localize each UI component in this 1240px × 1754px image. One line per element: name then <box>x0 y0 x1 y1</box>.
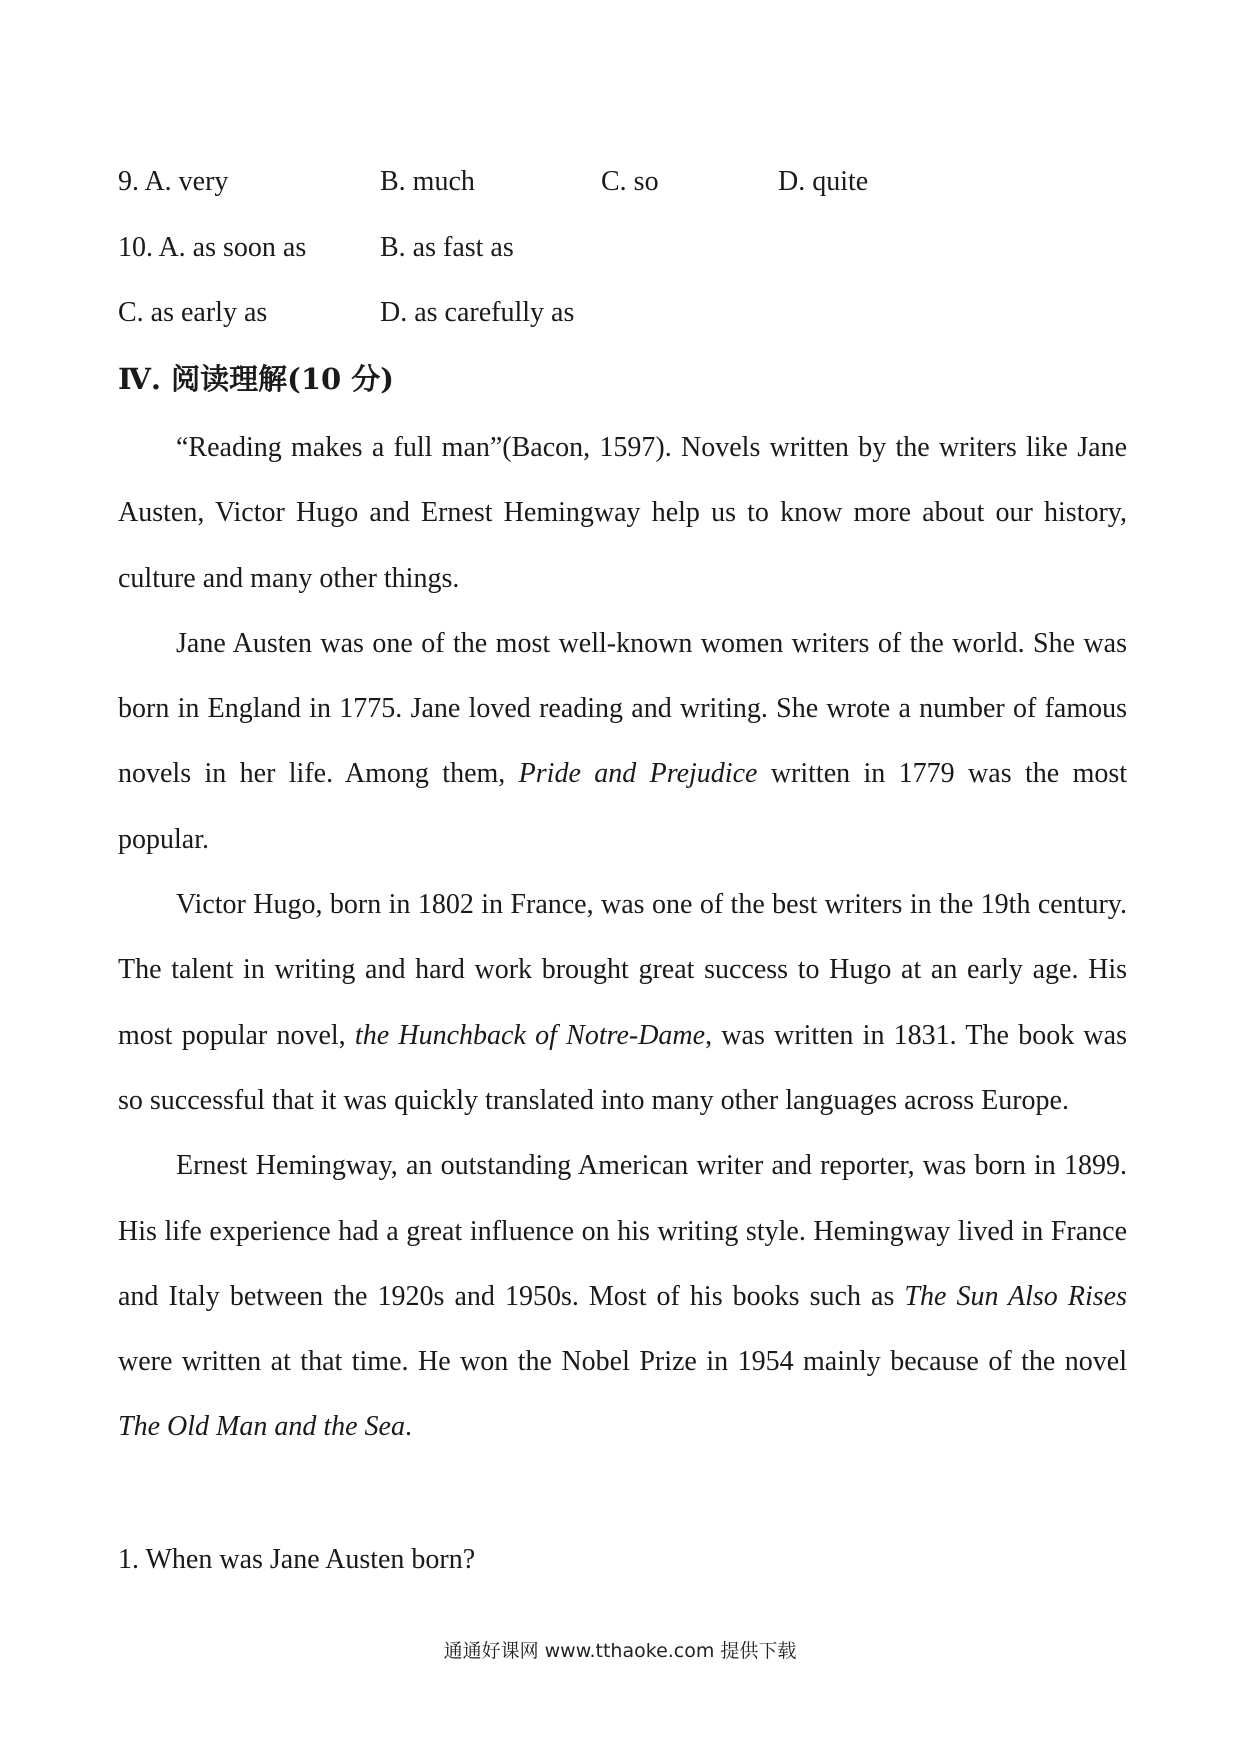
book-title-sun-also-rises: The Sun Also Rises <box>904 1280 1127 1312</box>
option-9b: B. much <box>380 166 475 197</box>
paragraph-2-text-a: Jane Austen was one of the most well-known women writers of the world. She was born in England in 1775. Jane loved reading and writing. She wrote a number of famous novels in her life. Among them, <box>118 627 1127 790</box>
option-10a: 10. A. as soon as <box>118 232 307 263</box>
option-9c: C. so <box>601 166 659 197</box>
paragraph-4-text-a: Ernest Hemingway, an outstanding American writer and reporter, was born in 1899. His life experience had a great influence on his writing style. Hemingway lived in France and Italy between the 1920s and 1950s. Most of his books such as <box>118 1150 1127 1312</box>
page-footer: 通通好课网 www.tthaoke.com 提供下载 <box>443 1640 797 1662</box>
paragraph-4-text-c: . <box>404 1411 412 1443</box>
paragraph-3-text-a: Victor Hugo, born in 1802 in France, was one of the best writers in the 19th century. The talent in writing and hard work brought great success to Hugo at an early age. His most popular novel, <box>118 889 1127 1051</box>
book-title-pride-and-prejudice: Pride and Prejudice <box>518 758 758 790</box>
passage-paragraph-4 <box>118 1133 1127 1459</box>
option-10b: B. as fast as <box>380 232 514 263</box>
option-10d: D. as carefully as <box>380 297 575 328</box>
passage-paragraph-3 <box>118 872 1127 1133</box>
paragraph-3-text-b: , was written in 1831. The book was so successful that it was quickly translated into many other languages across Europe. <box>118 1019 1127 1116</box>
passage-paragraph-2 <box>118 611 1127 872</box>
option-9a: 9. A. very <box>118 166 229 197</box>
reading-passage <box>118 415 1127 1460</box>
section-heading: Ⅳ. 阅读理解(10 分) <box>118 362 394 396</box>
question-1: 1. When was Jane Austen born? <box>118 1544 476 1575</box>
paragraph-2-text-b: written in 1779 was the most popular. <box>118 758 1128 855</box>
option-10c: C. as early as <box>118 297 268 328</box>
passage-paragraph-1: “Reading makes a full man”(Bacon, 1597). Novels written by the writers like Jane Austen, Victor Hugo and Ernest Hemingway help us to know more about our history, culture and many other things. <box>118 432 1127 594</box>
option-9d: D. quite <box>778 166 869 197</box>
book-title-old-man-and-the-sea: The Old Man and the Sea <box>118 1411 405 1443</box>
book-title-hunchback: the Hunchback of Notre-Dame <box>354 1019 706 1051</box>
paragraph-4-text-b: were written at that time. He won the Nobel Prize in 1954 mainly because of the novel <box>118 1346 1127 1378</box>
